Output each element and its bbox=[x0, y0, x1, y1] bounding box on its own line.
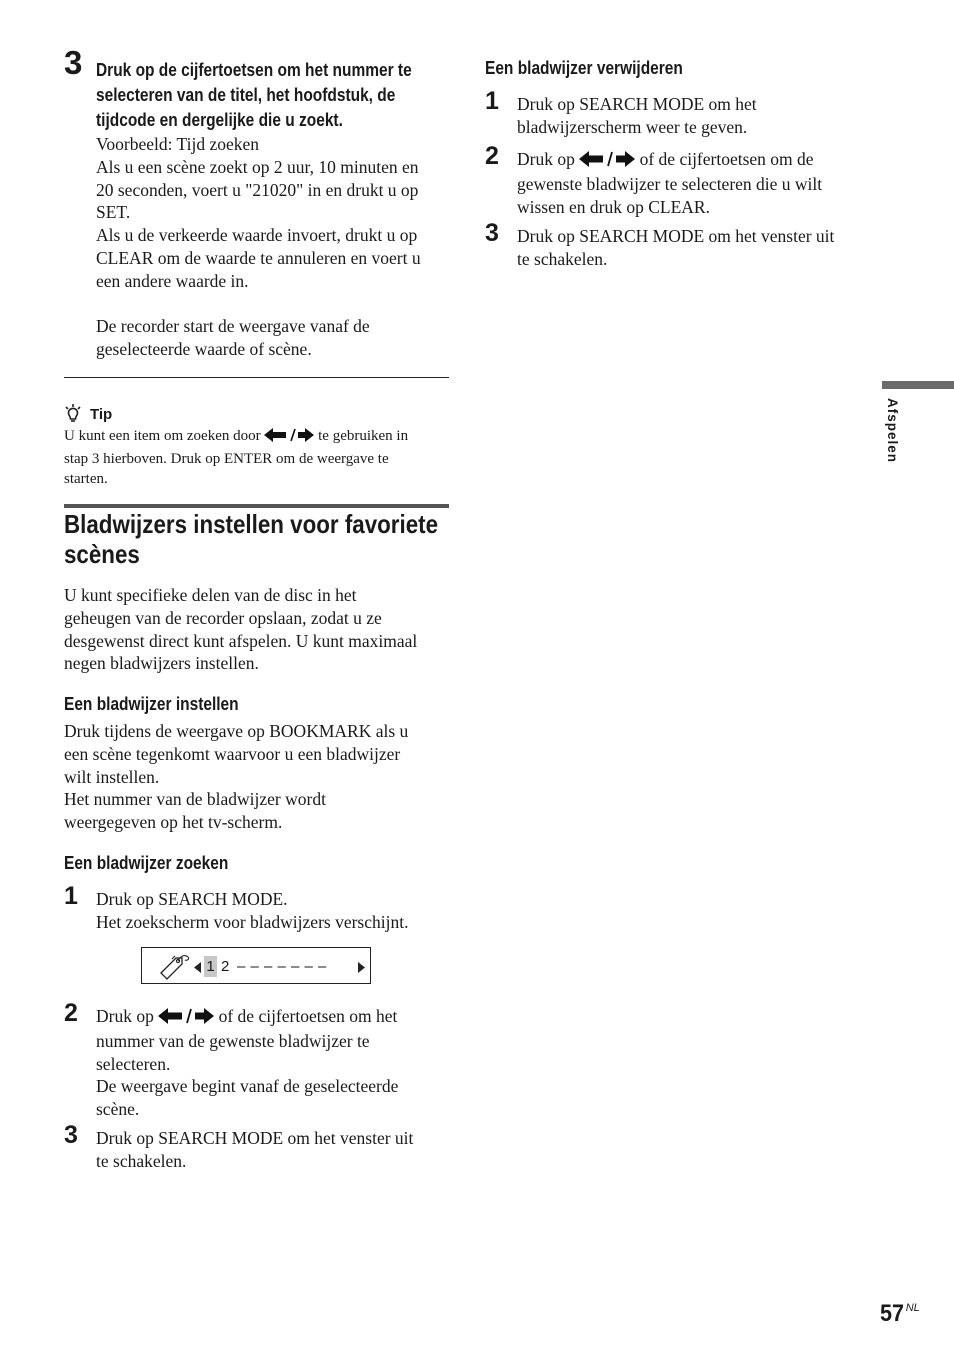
body-line: De recorder start de weergave vanaf de bbox=[96, 316, 370, 336]
set-bookmark-body bbox=[64, 720, 459, 834]
subheading: Een bladwijzer instellen bbox=[64, 694, 239, 714]
remove-step-1-number: 1 bbox=[485, 87, 499, 115]
tip-text bbox=[64, 426, 454, 490]
search-step-1-number: 1 bbox=[64, 882, 78, 910]
bookmark-empty-slots: – – – – – – – bbox=[237, 958, 327, 975]
subheading: Een bladwijzer zoeken bbox=[64, 853, 229, 873]
heading-line: tijdcode en dergelijke die u zoekt. bbox=[96, 110, 343, 130]
left-right-arrow-icon bbox=[579, 150, 635, 173]
search-bookmark-heading bbox=[64, 853, 255, 874]
remove-step-1-text bbox=[517, 93, 877, 139]
body-line: gewenste bladwijzer te selecteren die u wilt bbox=[517, 173, 823, 194]
body-line: scène. bbox=[96, 1099, 140, 1120]
body-line: bladwijzerscherm weer te geven. bbox=[517, 116, 748, 137]
body-line: 20 seconden, voert u "21020" in en drukt u op bbox=[96, 179, 419, 200]
body-line: Het zoekscherm voor bladwijzers verschijnt. bbox=[96, 911, 409, 932]
remove-bookmark-heading bbox=[485, 58, 715, 79]
tip-text-pre: U kunt een item om zoeken door bbox=[64, 428, 261, 444]
section-title-line: Bladwijzers instellen voor favoriete bbox=[64, 509, 439, 539]
subheading: Een bladwijzer verwijderen bbox=[485, 58, 683, 78]
tip-text-post: te gebruiken in bbox=[318, 428, 409, 444]
step-3-heading bbox=[96, 58, 463, 133]
body-line: Druk op SEARCH MODE. bbox=[96, 889, 288, 909]
side-tab-label: Afspelen bbox=[885, 398, 900, 464]
body-line: geselecteerde waarde of scène. bbox=[96, 338, 312, 359]
tip-text-line: stap 3 hierboven. Druk op ENTER om de weergave te bbox=[64, 450, 389, 467]
body-line: te schakelen. bbox=[517, 248, 608, 269]
body-line: De weergave begint vanaf de geselecteerde bbox=[96, 1076, 399, 1097]
body-line: desgewenst direct kunt afspelen. U kunt maximaal bbox=[64, 630, 418, 651]
tip-label: Tip bbox=[90, 406, 113, 423]
bar-right-arrow-icon bbox=[358, 960, 365, 978]
step-3-body bbox=[96, 133, 456, 293]
bookmark-next[interactable]: 2 bbox=[221, 958, 230, 975]
bar-left-arrow-icon bbox=[194, 960, 201, 978]
body-line: negen bladwijzers instellen. bbox=[64, 653, 259, 674]
body-line: wissen en druk op CLEAR. bbox=[517, 196, 710, 217]
section-title-line: scènes bbox=[64, 539, 140, 569]
body-line: nummer van de gewenste bladwijzer te bbox=[96, 1030, 370, 1051]
body-line: Het nummer van de bladwijzer wordt bbox=[64, 789, 326, 810]
heading-line: Druk op de cijfertoetsen om het nummer te bbox=[96, 60, 412, 80]
step-text-post: of de cijfertoetsen om het bbox=[218, 1006, 398, 1026]
page-number-suffix: NL bbox=[905, 1302, 920, 1314]
step-text-pre: Druk op bbox=[96, 1006, 154, 1026]
step-text-post: of de cijfertoetsen om de bbox=[639, 149, 814, 169]
body-line: Als u een scène zoekt op 2 uur, 10 minuten en bbox=[96, 156, 419, 177]
left-right-arrow-icon bbox=[158, 1007, 214, 1030]
body-line: weergegeven op het tv-scherm. bbox=[64, 812, 283, 833]
tip-text-line: starten. bbox=[64, 471, 108, 487]
body-line: een scène tegenkomt waarvoor u een bladwijzer bbox=[64, 743, 401, 764]
tip-divider bbox=[64, 377, 449, 378]
bookmark-tag-icon bbox=[158, 953, 192, 986]
section-rule bbox=[64, 504, 449, 508]
heading-line: selecteren van de titel, het hoofdstuk, de bbox=[96, 85, 396, 105]
search-step-1-text bbox=[96, 888, 456, 934]
page-number-value: 57 bbox=[880, 1300, 905, 1327]
body-line: wilt instellen. bbox=[64, 766, 160, 787]
body-line: Druk op SEARCH MODE om het bbox=[517, 94, 757, 114]
body-line: Als u de verkeerde waarde invoert, drukt u op bbox=[96, 225, 418, 246]
body-line: selecteren. bbox=[96, 1053, 171, 1074]
body-line: U kunt specifieke delen van de disc in het bbox=[64, 585, 357, 605]
body-line: een andere waarde in. bbox=[96, 270, 249, 291]
body-line: SET. bbox=[96, 202, 131, 223]
remove-step-2-number: 2 bbox=[485, 142, 499, 170]
search-step-3-number: 3 bbox=[64, 1121, 78, 1149]
body-line: te schakelen. bbox=[96, 1150, 187, 1171]
intro-text bbox=[64, 584, 459, 675]
step-3-number: 3 bbox=[64, 44, 83, 81]
remove-step-2-text bbox=[517, 148, 887, 218]
body-line: Druk op SEARCH MODE om het venster uit bbox=[96, 1128, 414, 1148]
search-step-3-text bbox=[96, 1127, 456, 1173]
remove-step-3-number: 3 bbox=[485, 219, 499, 247]
side-tab-bar bbox=[882, 381, 954, 389]
bookmark-search-bar bbox=[141, 947, 371, 984]
section-title bbox=[64, 509, 499, 569]
search-step-2-number: 2 bbox=[64, 999, 78, 1027]
body-line: geheugen van de recorder opslaan, zodat u ze bbox=[64, 607, 382, 628]
bookmark-selected[interactable]: 1 bbox=[204, 956, 217, 977]
body-line: Voorbeeld: Tijd zoeken bbox=[96, 134, 260, 154]
page-number bbox=[880, 1300, 920, 1328]
left-right-arrow-icon bbox=[264, 428, 314, 449]
step-3-result bbox=[96, 315, 456, 361]
remove-step-3-text bbox=[517, 225, 877, 271]
search-step-2-text bbox=[96, 1005, 466, 1121]
body-line: Druk op SEARCH MODE om het venster uit bbox=[517, 226, 835, 246]
body-line: CLEAR om de waarde te annuleren en voert u bbox=[96, 247, 421, 268]
body-line: Druk tijdens de weergave op BOOKMARK als u bbox=[64, 721, 409, 741]
step-text-pre: Druk op bbox=[517, 149, 575, 169]
set-bookmark-heading bbox=[64, 694, 267, 715]
